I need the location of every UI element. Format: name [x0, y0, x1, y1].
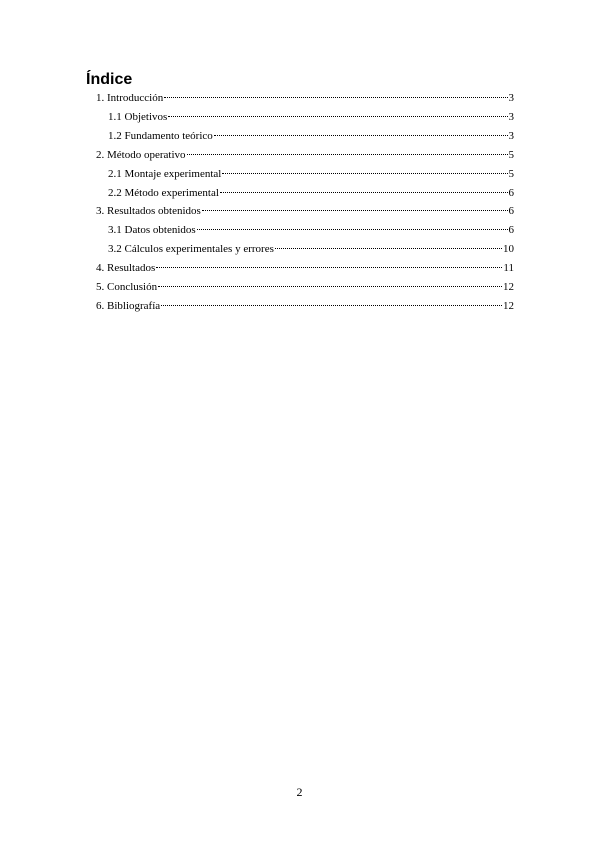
- toc-entry[interactable]: [108, 223, 514, 237]
- toc-dot-leader: [202, 210, 508, 211]
- toc-entry-page: 10: [503, 243, 514, 256]
- toc-entry-page: 6: [508, 224, 514, 237]
- toc-dot-leader: [161, 305, 502, 306]
- toc-entry-page: 3: [508, 129, 514, 142]
- toc-entry-label: 3.2 Cálculos experimentales y errores: [108, 243, 274, 256]
- toc-dot-leader: [220, 192, 508, 193]
- toc-dot-leader: [168, 116, 507, 117]
- toc-entry-page: 3: [508, 92, 514, 104]
- toc-entry[interactable]: [108, 186, 514, 200]
- toc-entry-label: 2.1 Montaje experimental: [108, 167, 222, 180]
- toc-entry-page: 12: [503, 299, 514, 312]
- toc-dot-leader: [156, 267, 502, 268]
- toc-entry-label: 1.1 Objetivos: [108, 110, 168, 123]
- toc-dot-leader: [187, 154, 508, 155]
- toc-entry-page: 6: [508, 205, 514, 218]
- toc-entry-label: 5. Conclusión: [96, 281, 158, 293]
- toc-entry-label: 3.1 Datos obtenidos: [108, 224, 196, 237]
- toc-entry-label: 1. Introducción: [96, 92, 164, 104]
- toc-entry-label: 3. Resultados obtenidos: [96, 205, 201, 218]
- toc-dot-leader: [214, 135, 508, 136]
- toc-entry[interactable]: [96, 299, 514, 313]
- toc-entry-label: 1.2 Fundamento teórico: [108, 129, 213, 142]
- toc-entry-page: 6: [508, 186, 514, 199]
- toc-dot-leader: [197, 229, 508, 230]
- toc-entry-page: 5: [508, 148, 514, 161]
- toc-entry[interactable]: [96, 91, 514, 105]
- toc-entry[interactable]: [108, 242, 514, 256]
- toc-entry[interactable]: [96, 261, 514, 275]
- toc-entry-page: 11: [503, 262, 514, 275]
- toc-entry[interactable]: [108, 110, 514, 124]
- toc-title: Índice: [86, 71, 133, 88]
- toc-entry-page: 5: [508, 167, 514, 180]
- toc-entry-page: 3: [508, 110, 514, 123]
- toc-dot-leader: [222, 173, 507, 174]
- toc-entry-label: 6. Bibliografía: [96, 299, 161, 312]
- toc-dot-leader: [158, 286, 502, 287]
- toc-entry[interactable]: [108, 129, 514, 143]
- toc-entry[interactable]: [96, 148, 514, 162]
- toc-entry-label: 4. Resultados: [96, 262, 156, 275]
- page-number: 2: [296, 785, 303, 799]
- toc-entry[interactable]: [96, 280, 514, 294]
- toc-entry-label: 2. Método operativo: [96, 148, 186, 161]
- toc-dot-leader: [275, 248, 502, 249]
- toc-entry-label: 2.2 Método experimental: [108, 186, 219, 199]
- toc-entry-page: 12: [503, 281, 514, 293]
- toc-entry[interactable]: [96, 204, 514, 218]
- toc-dot-leader: [164, 97, 507, 98]
- toc-entry[interactable]: [108, 167, 514, 181]
